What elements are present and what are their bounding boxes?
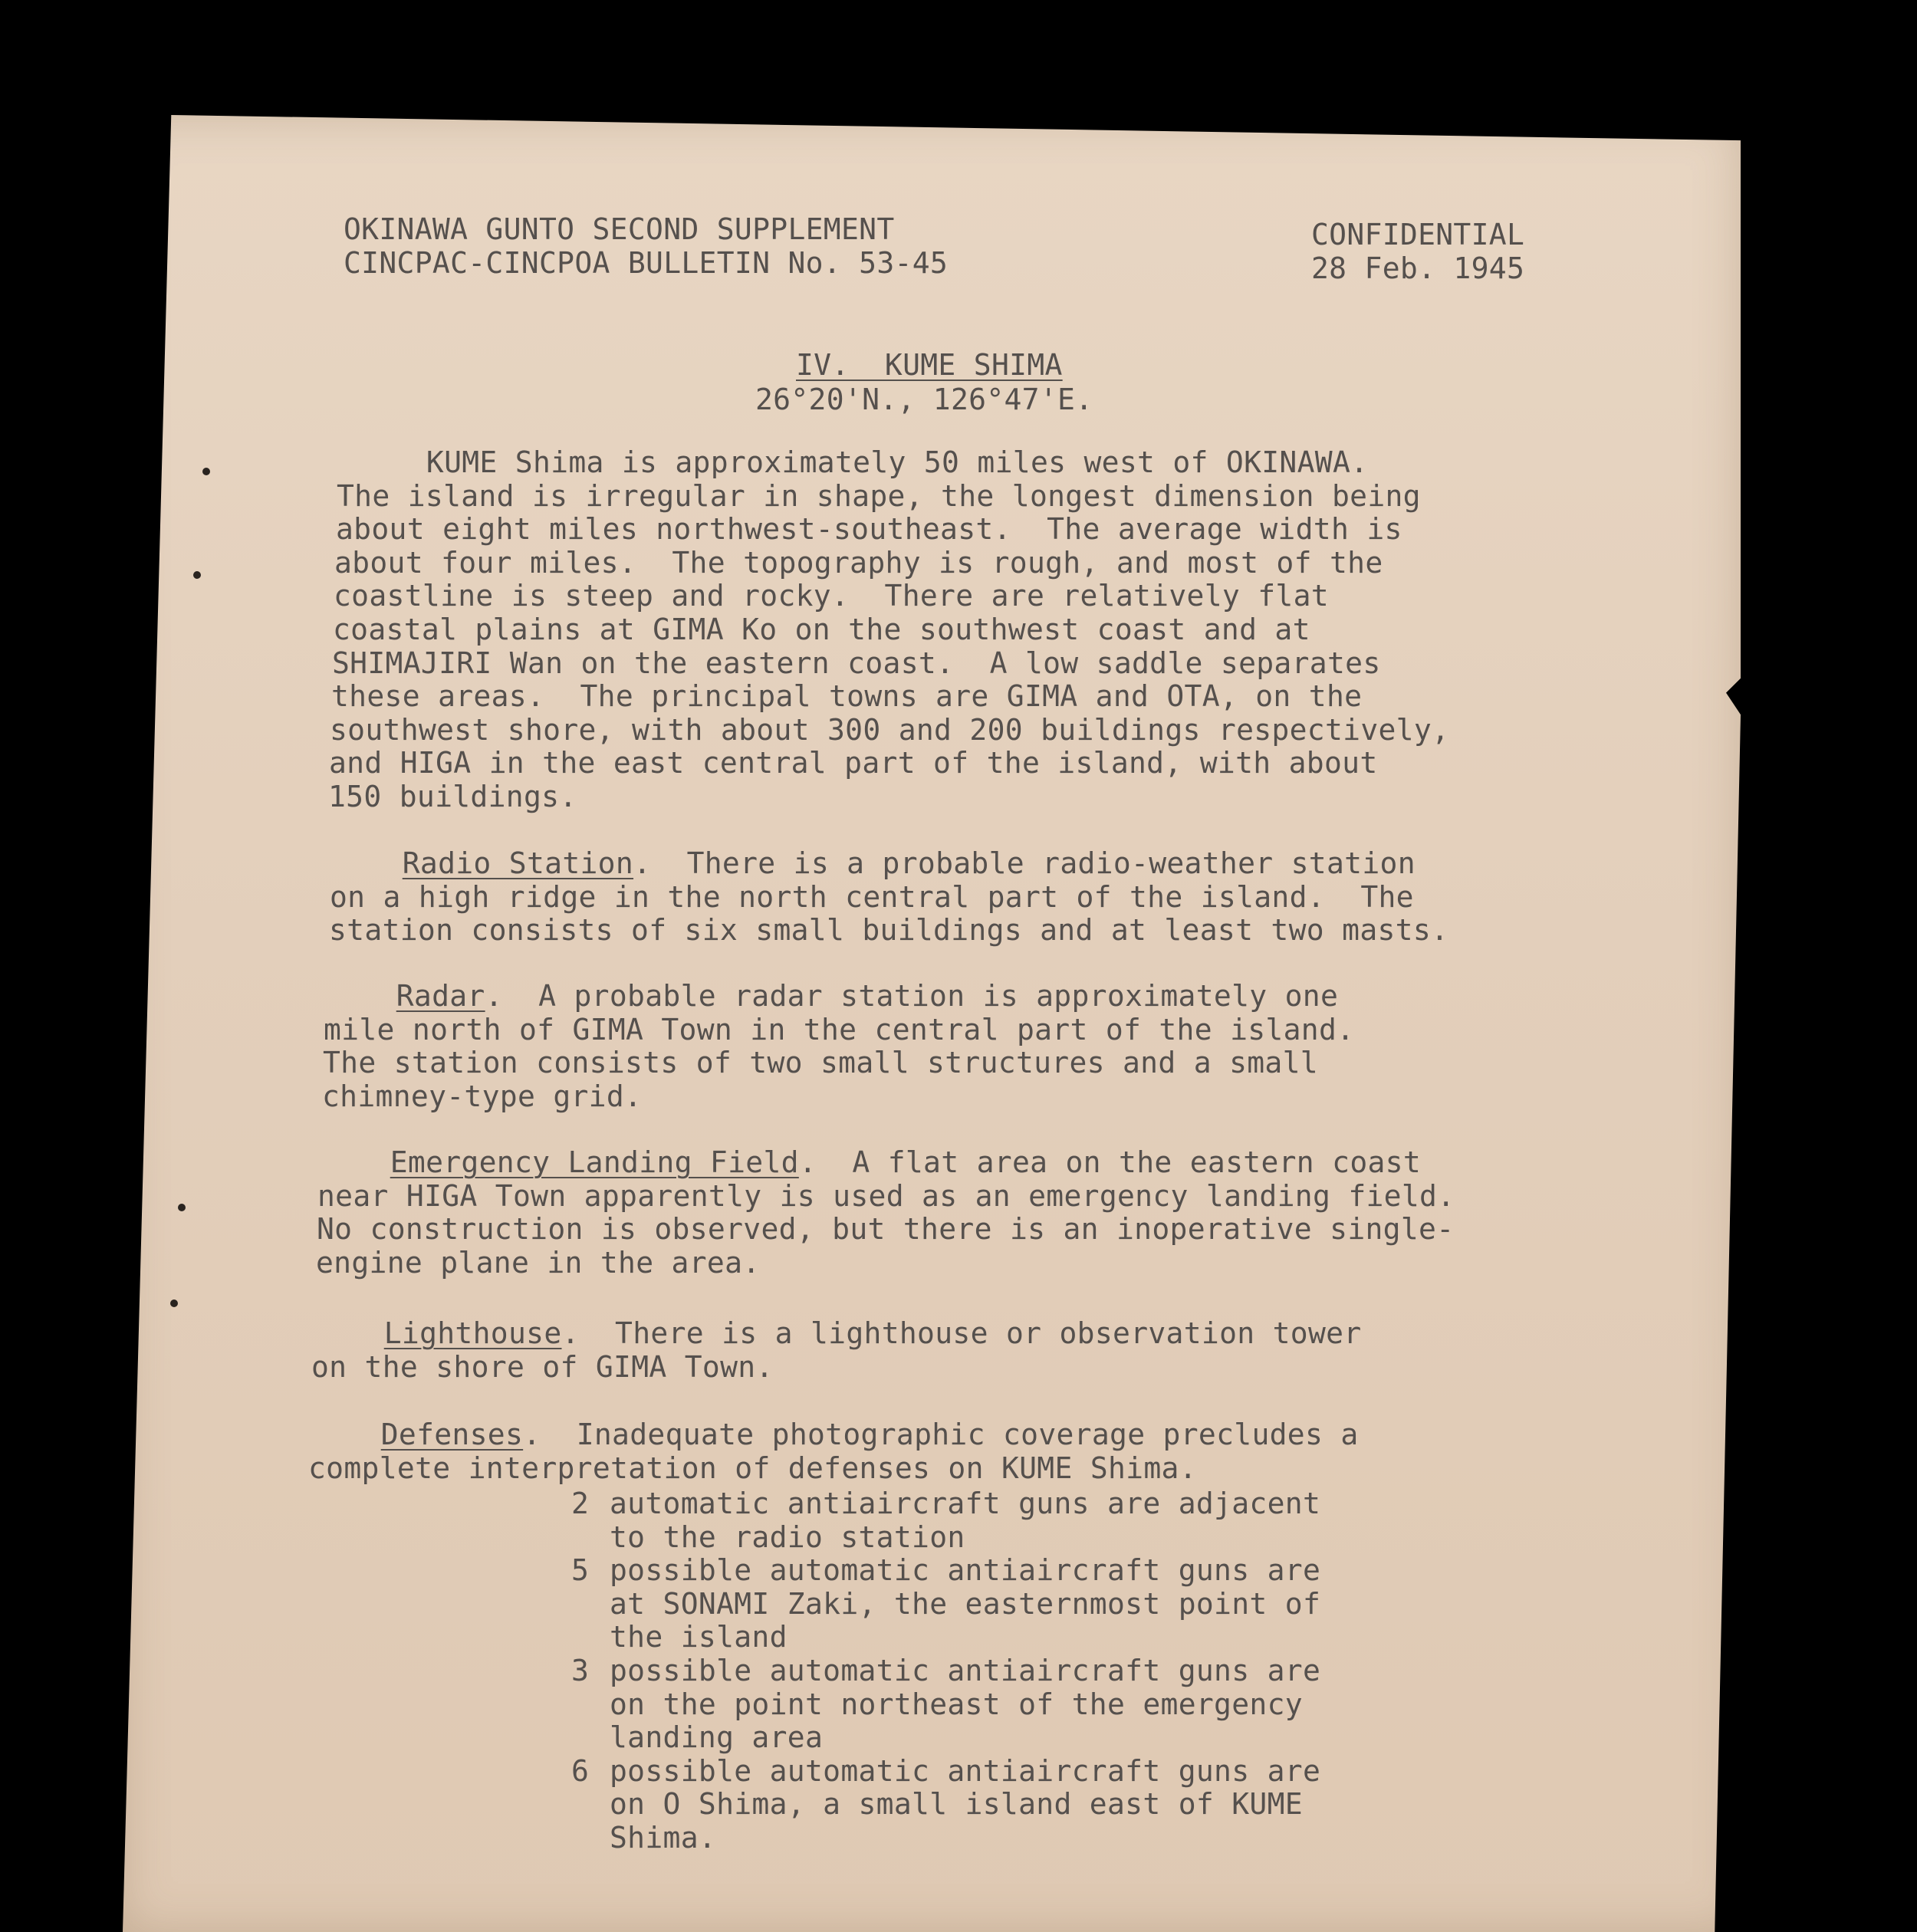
header-left-line2: CINCPAC-CINCPOA BULLETIN No. 53-45	[344, 246, 949, 280]
intro-line: coastline is steep and rocky. There are relatively flat	[334, 579, 1329, 613]
section-heading: Radar	[396, 979, 485, 1013]
defense-item-line: the island	[610, 1620, 788, 1654]
binder-hole	[178, 1204, 186, 1211]
section-text: . A probable radar station is approximately one	[485, 979, 1339, 1013]
defense-item-line: to the radio station	[610, 1520, 965, 1554]
intro-line: 150 buildings.	[328, 780, 577, 813]
defense-item-line: Shima.	[610, 1821, 717, 1855]
intro-line: KUME Shima is approximately 50 miles west of OKINAWA.	[337, 445, 1369, 479]
section-line: No construction is observed, but there is an inoperative single-	[317, 1212, 1455, 1247]
intro-line: these areas. The principal towns are GIMA and OTA, on the	[331, 679, 1363, 714]
header-right-line1: CONFIDENTIAL	[1311, 218, 1525, 251]
section-text: . A flat area on the eastern coast	[798, 1145, 1422, 1179]
section-line: The station consists of two small structures and a small	[323, 1046, 1318, 1080]
section-line: mile north of GIMA Town in the central part of the island.	[324, 1012, 1355, 1046]
intro-line: SHIMAJIRI Wan on the eastern coast. A low saddle separates	[332, 646, 1381, 680]
defense-item-line: on O Shima, a small island east of KUME	[610, 1787, 1303, 1822]
section-first-line	[319, 1146, 1421, 1179]
section-first-line	[310, 1418, 1359, 1451]
header-right-line2: 28 Feb. 1945	[1311, 251, 1525, 285]
section-heading: Emergency Landing Field	[390, 1145, 799, 1179]
section-first-line	[331, 847, 1416, 880]
section-heading: Defenses	[380, 1418, 524, 1451]
section-text: . Inadequate photographic coverage precludes a	[523, 1418, 1359, 1451]
section-heading: Lighthouse	[383, 1316, 562, 1350]
binder-hole	[193, 571, 201, 579]
intro-line: coastal plains at GIMA Ko on the southwest coast and at	[333, 613, 1310, 646]
defense-item-line: landing area	[610, 1720, 824, 1755]
defense-count: 2	[571, 1487, 589, 1520]
section-text: . There is a lighthouse or observation tower	[561, 1316, 1362, 1350]
section-line: chimney-type grid.	[322, 1079, 643, 1113]
section-first-line	[313, 1317, 1362, 1350]
intro-line: about four miles. The topography is rough, and most of the	[334, 545, 1383, 580]
defense-count: 3	[571, 1654, 589, 1687]
section-line: station consists of six small buildings and at least two masts.	[329, 913, 1449, 948]
defense-item-line: automatic antiaircraft guns are adjacent	[610, 1487, 1321, 1520]
section-heading: Radio Station	[402, 846, 634, 880]
section-line: on the shore of GIMA Town.	[311, 1349, 774, 1384]
section-text: . There is a probable radio-weather station	[633, 846, 1416, 880]
defense-item-line: possible automatic antiaircraft guns are	[610, 1654, 1321, 1687]
section-first-line	[325, 980, 1338, 1013]
intro-line: and HIGA in the east central part of the island, with about	[329, 746, 1378, 780]
section-line: near HIGA Town apparently is used as an emergency landing field.	[317, 1178, 1455, 1213]
intro-line: about eight miles northwest-southeast. The average width is	[336, 512, 1402, 547]
defense-count: 5	[571, 1553, 589, 1588]
defense-item-line: on the point northeast of the emergency	[610, 1687, 1303, 1721]
defense-item-line: possible automatic antiaircraft guns are	[610, 1553, 1321, 1588]
binder-hole	[170, 1300, 178, 1307]
coordinates: 26°20'N., 126°47'E.	[755, 383, 1093, 416]
section-line: engine plane in the area.	[316, 1245, 761, 1280]
binder-hole	[202, 468, 210, 475]
section-line: complete interpretation of defenses on KUME Shima.	[308, 1451, 1197, 1485]
defense-item-line: possible automatic antiaircraft guns are	[610, 1753, 1321, 1788]
header-left-line1: OKINAWA GUNTO SECOND SUPPLEMENT	[344, 212, 895, 246]
intro-line: The island is irregular in shape, the longest dimension being	[337, 478, 1421, 513]
defense-item-line: at SONAMI Zaki, the easternmost point of	[610, 1586, 1321, 1621]
section-line: on a high ridge in the north central part of the island. The	[330, 879, 1414, 914]
intro-line: southwest shore, with about 300 and 200 buildings respectively,	[330, 712, 1450, 747]
defense-count: 6	[571, 1753, 589, 1788]
section-title: IV. KUME SHIMA	[796, 348, 1063, 382]
